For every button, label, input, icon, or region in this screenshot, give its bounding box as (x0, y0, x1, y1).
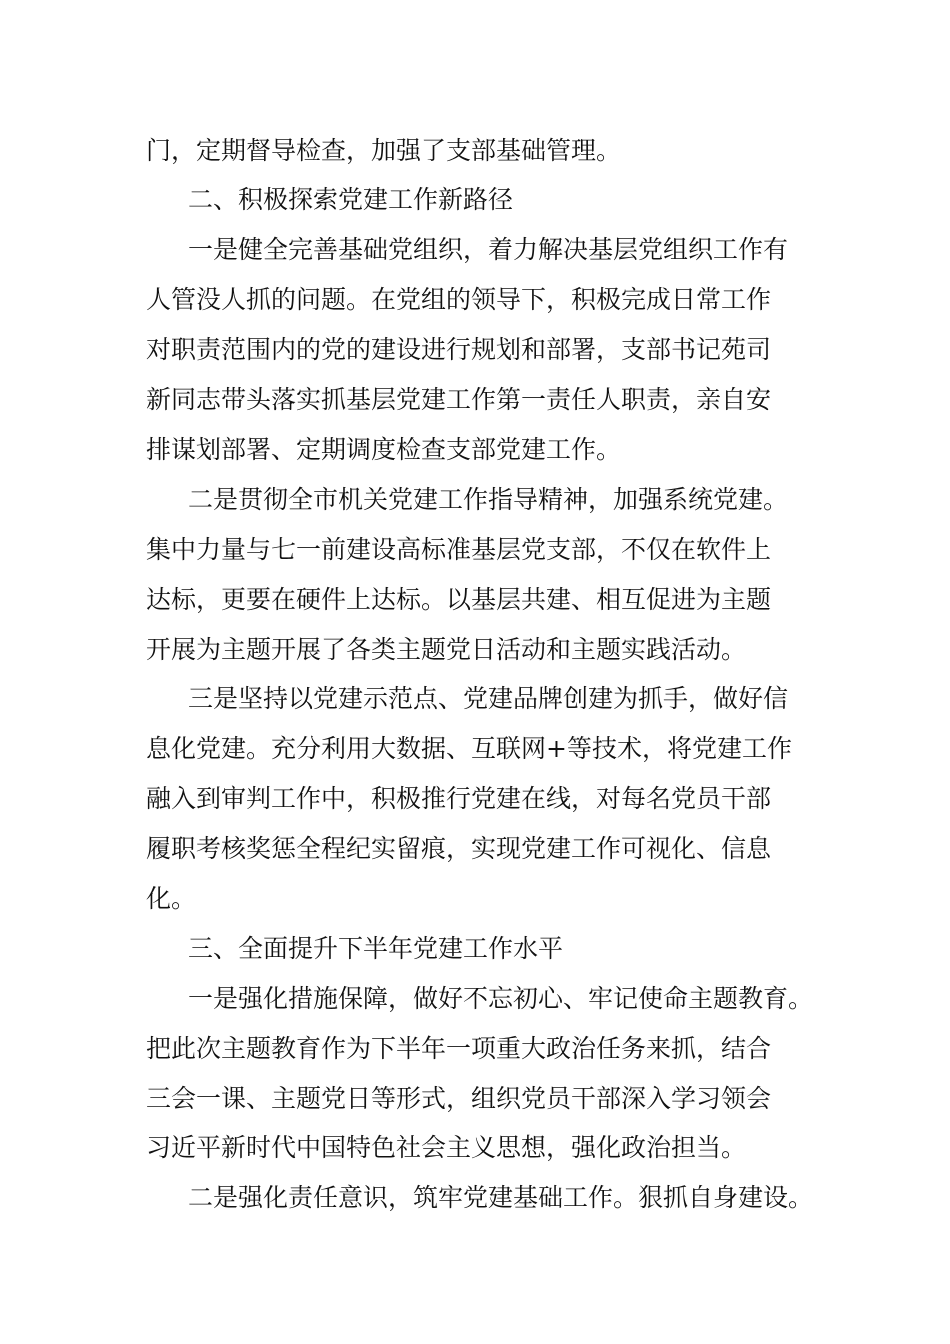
text-line: 对职责范围内的党的建设进行规划和部署，支部书记苑司 (146, 335, 772, 364)
text-line: 习近平新时代中国特色社会主义思想，强化政治担当。 (146, 1133, 747, 1162)
section-heading: 二、积极探索党建工作新路径 (188, 185, 514, 214)
section-heading: 三、全面提升下半年党建工作水平 (188, 934, 564, 963)
text-line: 三是坚持以党建示范点、党建品牌创建为抓手，做好信 (188, 684, 789, 713)
text-line: 排谋划部署、定期调度检查支部党建工作。 (146, 435, 622, 464)
text-line: 二是贯彻全市机关党建工作指导精神，加强系统党建。 (188, 485, 789, 514)
text-line: 集中力量与七一前建设高标准基层党支部，不仅在软件上 (146, 535, 772, 564)
text-line: 达标，更要在硬件上达标。以基层共建、相互促进为主题 (146, 585, 772, 614)
text-line: 履职考核奖惩全程纪实留痕，实现党建工作可视化、信息 (146, 834, 772, 863)
text-line: 把此次主题教育作为下半年一项重大政治任务来抓，结合 (146, 1034, 772, 1063)
text-line: 门，定期督导检查，加强了支部基础管理。 (146, 136, 622, 165)
text-line: 人管没人抓的问题。在党组的领导下，积极完成日常工作 (146, 285, 772, 314)
text-line: 一是强化措施保障，做好不忘初心、牢记使命主题教育。 (188, 984, 814, 1013)
text-line: 息化党建。充分利用大数据、互联网+等技术，将党建工作 (146, 734, 792, 763)
text-line: 新同志带头落实抓基层党建工作第一责任人职责，亲自安 (146, 385, 772, 414)
text-line: 二是强化责任意识，筑牢党建基础工作。狠抓自身建设。 (188, 1183, 814, 1212)
text-line: 融入到审判工作中，积极推行党建在线，对每名党员干部 (146, 784, 772, 813)
text-line: 一是健全完善基础党组织，着力解决基层党组织工作有 (188, 235, 789, 264)
text-line: 化。 (146, 884, 197, 913)
text-line: 开展为主题开展了各类主题党日活动和主题实践活动。 (146, 635, 747, 664)
text-line: 三会一课、主题党日等形式，组织党员干部深入学习领会 (146, 1084, 772, 1113)
